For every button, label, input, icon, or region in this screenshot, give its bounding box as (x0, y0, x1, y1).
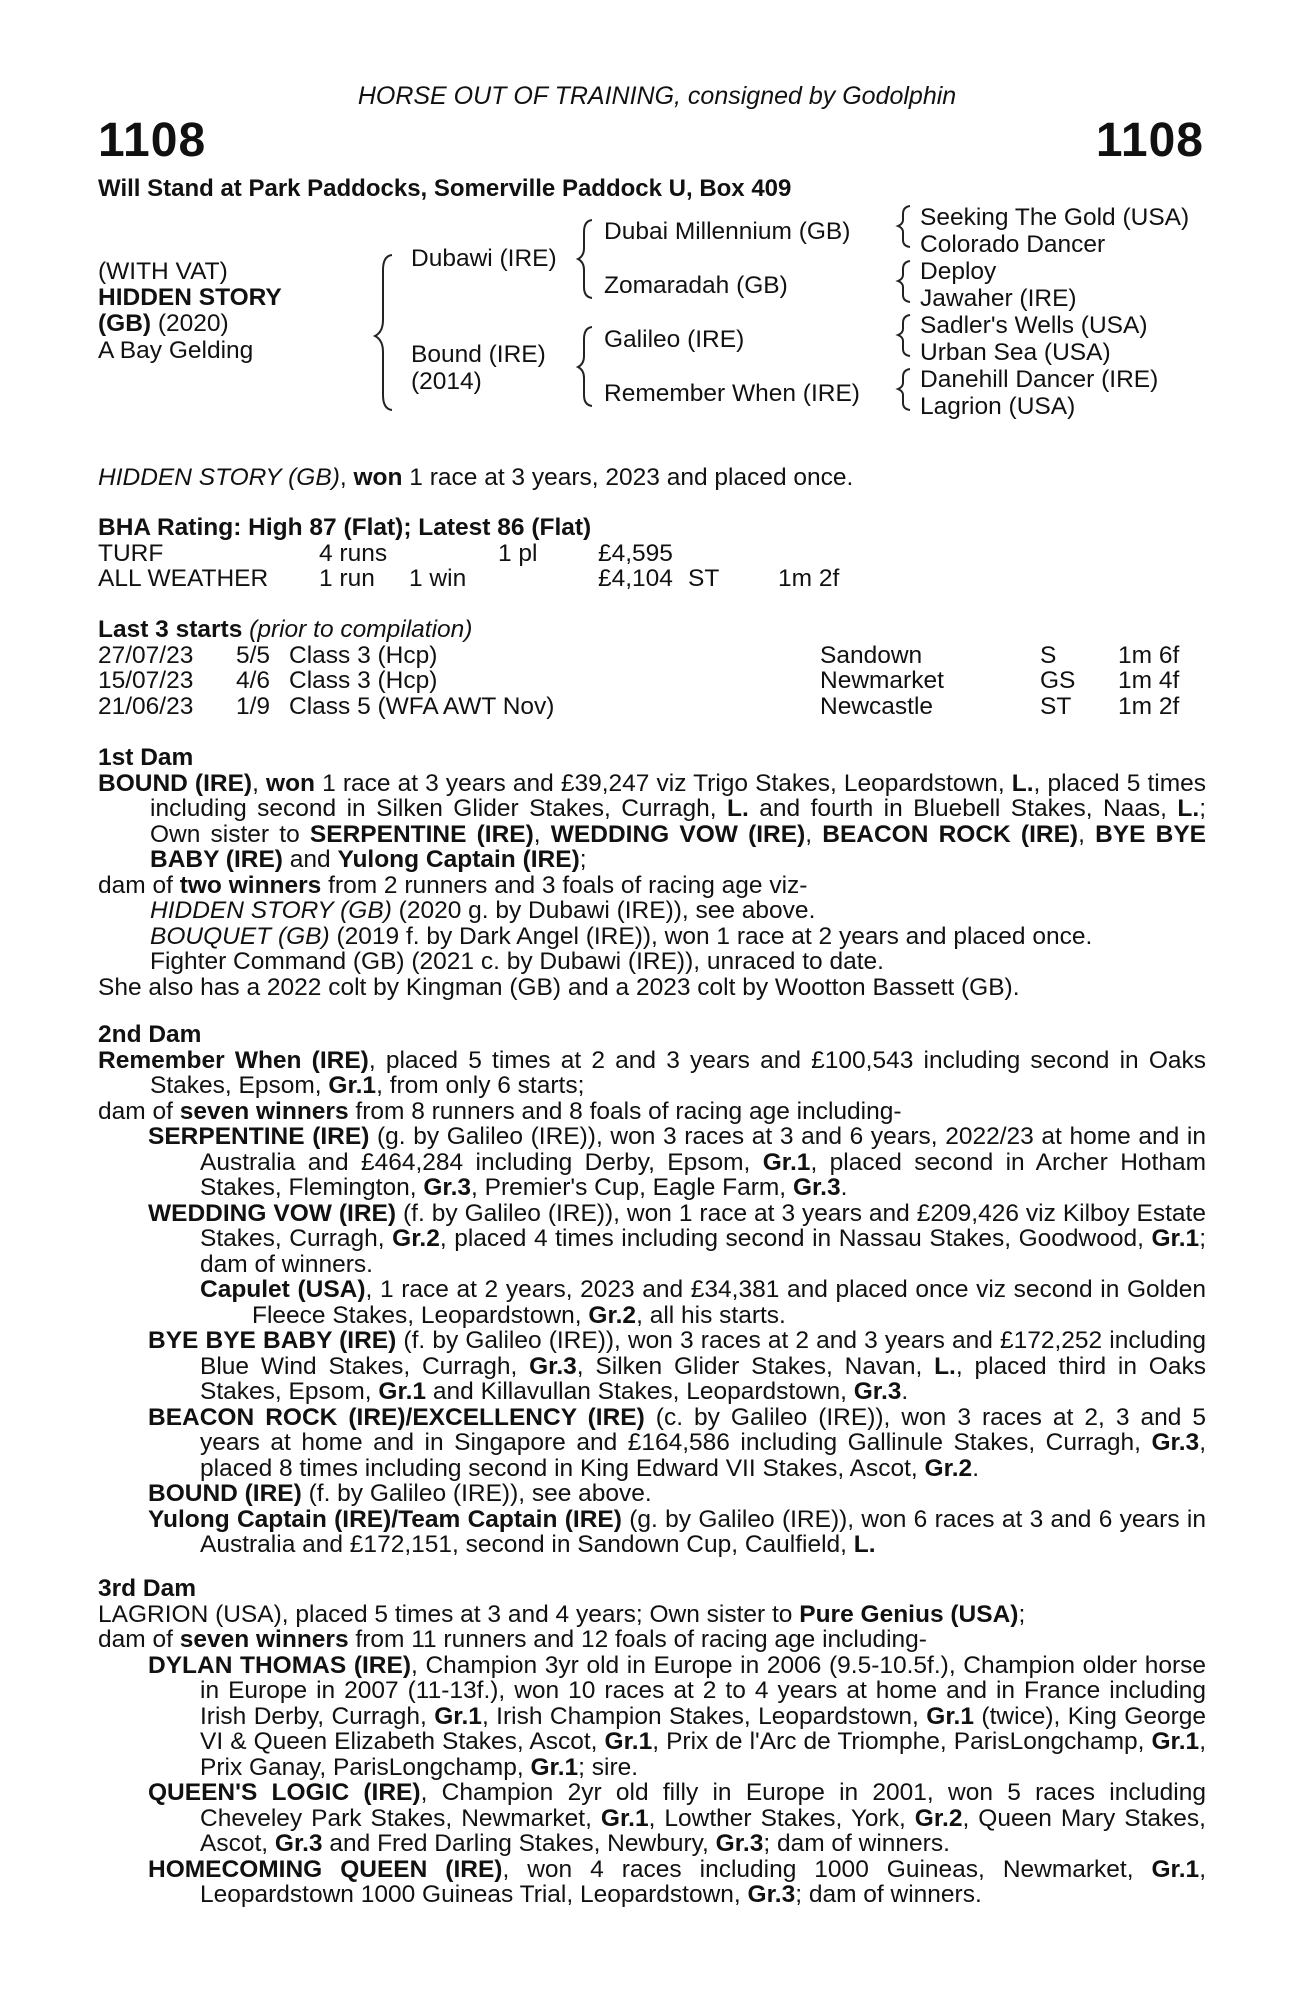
sire-dam-sire: Deploy (920, 258, 997, 285)
second-dam-para: Remember When (IRE), placed 5 times at 2 and 3 years and £100,543 including second in Oaks Stakes, Epsom, Gr.1, from only 6 starts; (98, 1046, 1206, 1099)
sire-sire: Dubai Millennium (GB) (604, 218, 851, 245)
consignment-line: HORSE OUT OF TRAINING, consigned by Godolphin (357, 82, 957, 110)
rating-placed: 1 pl (498, 539, 538, 567)
lot-number-left: 1108 (98, 114, 207, 167)
produce-entry: BYE BYE BABY (IRE) (f. by Galileo (IRE)), won 3 races at 2 and 3 years and £172,252 including Blue Wind Stakes, Curragh, Gr.3, Silken Glider Stakes, Navan, L., placed third in Oaks Stakes, Epsom, Gr.1 and Killavullan Stakes, Leopardstown, Gr.3. (148, 1327, 1206, 1405)
first-dam-heading: 1st Dam (98, 744, 194, 771)
start-pos: 5/5 (236, 641, 271, 669)
first-dam-produce-intro: dam of two winners from 2 runners and 3 foals of racing age viz- (98, 871, 808, 899)
first-dam-section (98, 745, 1206, 1000)
starts-section (98, 617, 1206, 719)
sire-sire-sire: Seeking The Gold (USA) (920, 204, 1190, 231)
third-dam-para: LAGRION (USA), placed 5 times at 3 and 4 years; Own sister to Pure Genius (USA); (98, 1600, 1026, 1628)
rating-dist: 1m 2f (778, 565, 840, 592)
dam-dam: Remember When (IRE) (604, 380, 860, 407)
produce-entry: BOUND (IRE) (f. by Galileo (IRE)), see above. (148, 1480, 652, 1507)
first-dam-para: BOUND (IRE), won 1 race at 3 years and £39,247 viz Trigo Stakes, Leopardstown, L., placed 5 times including second in Silken Glider Stakes, Curragh, L. and fourth in Bluebell Stakes, Naas, L.; Own sister to SERPENTINE (IRE), WEDDING VOW (IRE), BEACON ROCK (IRE), BYE BYE BABY (IRE) and Yulong Captain (IRE); (98, 769, 1207, 873)
sire-dam: Zomaradah (GB) (604, 272, 788, 299)
start-dist: 1m 6f (1118, 641, 1180, 669)
rating-prize: £4,595 (598, 539, 673, 567)
rating-going: ST (688, 565, 720, 592)
dam-year: (2014) (411, 368, 482, 395)
rating-prize: £4,104 (598, 565, 673, 592)
dam: Bound (IRE) (411, 341, 546, 368)
rating-row (98, 541, 1206, 567)
start-date: 27/07/23 (98, 641, 194, 669)
start-row (98, 694, 1206, 720)
horse-name: HIDDEN STORY (98, 284, 282, 311)
dam-sire-sire: Sadler's Wells (USA) (920, 312, 1148, 339)
dam-sire-dam: Urban Sea (USA) (920, 339, 1111, 366)
starts-title: Last 3 starts (98, 616, 243, 643)
start-dist: 1m 2f (1118, 692, 1180, 720)
lot-number-right: 1108 (1095, 114, 1204, 167)
start-going: S (1040, 641, 1057, 669)
rating-runs: 1 run (319, 565, 375, 592)
produce-entry: Fighter Command (GB) (2021 c. by Dubawi (IRE)), unraced to date. (150, 948, 884, 975)
vat-note: (WITH VAT) (98, 258, 228, 285)
horse-country-year: (GB) (2020) (98, 310, 229, 337)
start-course: Newmarket (820, 667, 944, 694)
sire: Dubawi (IRE) (411, 245, 557, 272)
produce-entry: QUEEN'S LOGIC (IRE), Champion 2yr old filly in Europe in 2001, won 5 races including Cheveley Park Stakes, Newmarket, Gr.1, Lowther Stakes, York, Gr.2, Queen Mary Stakes, Ascot, Gr.3 and Fred Darling Stakes, Newbury, Gr.3; dam of winners. (148, 1779, 1206, 1857)
start-dist: 1m 4f (1118, 667, 1180, 694)
horse-description: A Bay Gelding (98, 337, 254, 364)
produce-entry: BEACON ROCK (IRE)/EXCELLENCY (IRE) (c. by Galileo (IRE)), won 3 races at 2, 3 and 5 years at home and in Singapore and £164,586 including Gallinule Stakes, Curragh, Gr.3, placed 8 times including second in King Edward VII Stakes, Ascot, Gr.2. (148, 1403, 1206, 1482)
sire-sire-dam: Colorado Dancer (920, 231, 1106, 258)
start-race: Class 3 (Hcp) (289, 641, 438, 669)
rating-runs: 4 runs (319, 539, 388, 567)
start-date: 21/06/23 (98, 692, 194, 720)
produce-entry: DYLAN THOMAS (IRE), Champion 3yr old in Europe in 2006 (9.5-10.5f.), Champion older horse in Europe in 2007 (11-13f.), won 10 races at 2 to 4 years at home and in France including Irish Derby, Curragh, Gr.1, Irish Champion Stakes, Leopardstown, Gr.1 (twice), King George VI & Queen Elizabeth Stakes, Ascot, Gr.1, Prix de l'Arc de Triomphe, ParisLongchamp, Gr.1, Prix Ganay, ParisLongchamp, Gr.1; sire. (148, 1651, 1206, 1781)
rating-section (98, 515, 1206, 592)
rating-wins: 1 win (409, 565, 467, 592)
start-course: Sandown (820, 641, 923, 669)
rating-title: BHA Rating: High 87 (Flat); Latest 86 (Flat) (98, 514, 592, 541)
sire-dam-dam: Jawaher (IRE) (920, 285, 1077, 312)
rating-row (98, 566, 1206, 592)
second-dam-heading: 2nd Dam (98, 1021, 202, 1048)
rating-surface: ALL WEATHER (98, 565, 269, 592)
produce-entry: HIDDEN STORY (GB) (2020 g. by Dubawi (IRE)), see above. (150, 897, 816, 924)
third-dam-produce-intro: dam of seven winners from 11 runners and 12 foals of racing age including- (98, 1626, 927, 1653)
third-dam-heading: 3rd Dam (98, 1575, 197, 1602)
start-race: Class 3 (Hcp) (289, 667, 438, 694)
produce-entry: Yulong Captain (IRE)/Team Captain (IRE) (g. by Galileo (IRE)), won 6 races at 3 and 6 years in Australia and £172,151, second in Sandown Cup, Caulfield, L. (148, 1505, 1206, 1558)
second-dam-section (98, 1022, 1206, 1558)
second-dam-produce-intro: dam of seven winners from 8 runners and 8 foals of racing age including- (98, 1097, 902, 1125)
start-going: GS (1040, 667, 1076, 694)
start-pos: 4/6 (236, 667, 271, 694)
grandproduce-entry: Capulet (USA), 1 race at 2 years, 2023 and £34,381 and placed once viz second in Golden Fleece Stakes, Leopardstown, Gr.2, all his starts. (200, 1276, 1206, 1329)
start-race: Class 5 (WFA AWT Nov) (289, 692, 555, 720)
third-dam-section (98, 1576, 1206, 1908)
start-row (98, 643, 1206, 669)
produce-entry: BOUQUET (GB) (2019 f. by Dark Angel (IRE)), won 1 race at 2 years and placed once. (150, 922, 1093, 950)
dam-dam-dam: Lagrion (USA) (920, 393, 1076, 420)
first-dam-note: She also has a 2022 colt by Kingman (GB) and a 2023 colt by Wootton Bassett (GB). (98, 973, 1020, 1001)
rating-surface: TURF (98, 539, 164, 567)
dam-sire: Galileo (IRE) (604, 326, 745, 353)
start-course: Newcastle (820, 692, 934, 720)
start-going: ST (1040, 692, 1072, 720)
start-date: 15/07/23 (98, 667, 194, 694)
dam-dam-sire: Danehill Dancer (IRE) (920, 366, 1159, 393)
produce-entry: WEDDING VOW (IRE) (f. by Galileo (IRE)), won 1 race at 3 years and £209,426 viz Kilboy Estate Stakes, Curragh, Gr.2, placed 4 times including second in Nassau Stakes, Goodwood, Gr.1; dam of winners. (148, 1199, 1206, 1278)
starts-note: (prior to compilation) (242, 616, 473, 643)
produce-entry: HOMECOMING QUEEN (IRE), won 4 races including 1000 Guineas, Newmarket, Gr.1, Leopardstown 1000 Guineas Trial, Leopardstown, Gr.3; dam of winners. (148, 1855, 1206, 1908)
start-row (98, 668, 1206, 694)
stand-location: Will Stand at Park Paddocks, Somerville Paddock U, Box 409 (98, 175, 792, 202)
produce-entry: SERPENTINE (IRE) (g. by Galileo (IRE)), won 3 races at 3 and 6 years, 2022/23 at home and in Australia and £464,284 including Derby, Epsom, Gr.1, placed second in Archer Hotham Stakes, Flemington, Gr.3, Premier's Cup, Eagle Farm, Gr.3. (148, 1123, 1206, 1201)
race-summary: HIDDEN STORY (GB), won 1 race at 3 years, 2023 and placed once. (98, 464, 854, 491)
start-pos: 1/9 (236, 692, 271, 720)
